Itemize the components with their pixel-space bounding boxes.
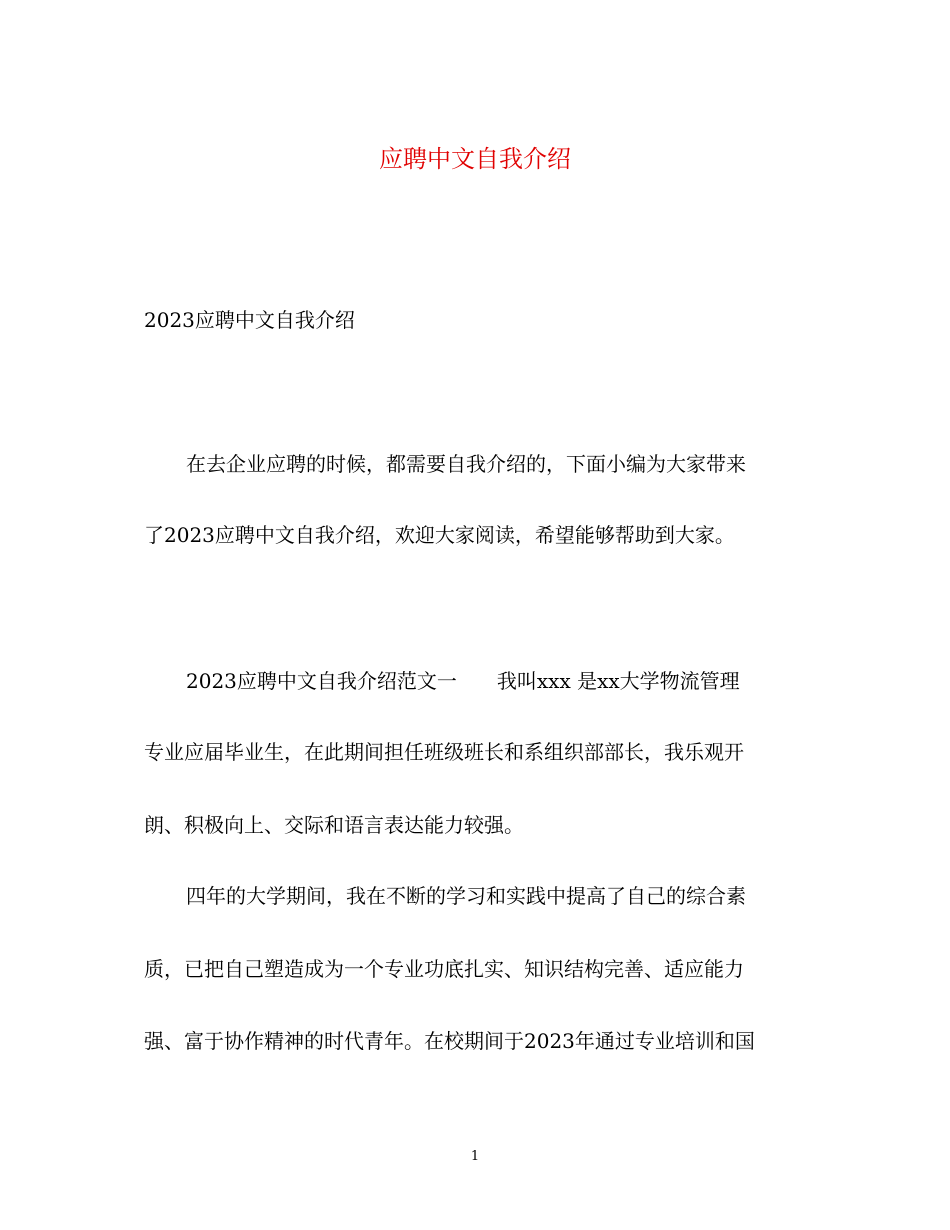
document-title: 应聘中文自我介绍 xyxy=(379,145,571,173)
page-number: 1 xyxy=(470,1149,480,1164)
paragraph-line: 2023应聘中文自我介绍范文一 我叫xxx 是xx大学物流管理 xyxy=(186,669,740,693)
paragraph-line: 朗、积极向上、交际和语言表达能力较强。 xyxy=(144,813,524,837)
paragraph-line: 在去企业应聘的时候，都需要自我介绍的，下面小编为大家带来 xyxy=(186,452,746,476)
paragraph-line: 专业应届毕业生，在此期间担任班级班长和系组织部部长，我乐观开 xyxy=(144,740,744,764)
document-subtitle: 2023应聘中文自我介绍 xyxy=(144,308,355,332)
paragraph-line: 质，已把自己塑造成为一个专业功底扎实、知识结构完善、适应能力 xyxy=(144,957,744,981)
paragraph-line: 强、富于协作精神的时代青年。在校期间于2023年通过专业培训和国 xyxy=(144,1029,755,1053)
paragraph-line: 四年的大学期间，我在不断的学习和实践中提高了自己的综合素 xyxy=(186,884,746,908)
paragraph-line: 了2023应聘中文自我介绍，欢迎大家阅读，希望能够帮助到大家。 xyxy=(144,523,735,547)
